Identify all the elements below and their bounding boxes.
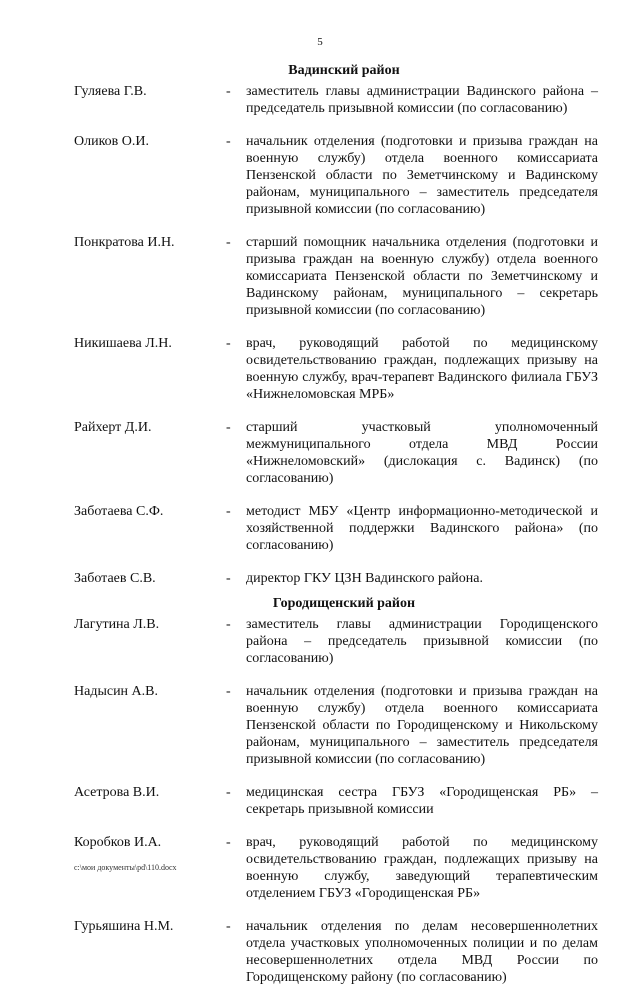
list-item [74, 918, 598, 986]
member-role: заместитель главы администрации Городищенского района – председатель призывной комиссии (по согласованию) [246, 617, 598, 666]
member-name: Никишаева Л.Н. [74, 336, 172, 351]
dash: - [226, 919, 231, 934]
member-role: старший участковый уполномоченный межмуниципального отдела МВД России «Нижнеломовский» (дислокация с. Вадинск) (по согласованию) [246, 420, 598, 486]
member-name: Заботаев С.В. [74, 571, 156, 586]
dash: - [226, 617, 231, 632]
dash: - [226, 835, 231, 850]
member-role: врач, руководящий работой по медицинскому освидетельствованию граждан, подлежащих призыву на военную службу, заведующий терапевтическим отделением ГБУЗ «Городищенская РБ» [246, 835, 598, 901]
member-name: Заботаева С.Ф. [74, 504, 164, 519]
dash: - [226, 684, 231, 699]
document-body [74, 62, 598, 1002]
list-item [74, 503, 598, 554]
member-name: Оликов О.И. [74, 134, 150, 149]
member-role: старший помощник начальника отделения (подготовки и призыва граждан на военную службу) отдела военного комиссариата Пензенской области по Земетчинскому и Вадинскому районам, муниципального – секретарь призывной комиссии (по согласованию) [246, 235, 598, 318]
dash: - [226, 235, 231, 250]
member-name: Гуляева Г.В. [74, 84, 147, 99]
list-item [74, 784, 598, 818]
member-name: Понкратова И.Н. [74, 235, 175, 250]
member-name: Райхерт Д.И. [74, 420, 152, 435]
member-role: врач, руководящий работой по медицинскому освидетельствованию граждан, подлежащих призыву на военную службу, врач-терапевт Вадинского филиала ГБУЗ «Нижнеломовская МРБ» [246, 336, 598, 402]
dash: - [226, 785, 231, 800]
member-name: Лагутина Л.В. [74, 617, 160, 632]
member-role: начальник отделения по делам несовершеннолетних отдела участковых уполномоченных полиции и по делам несовершеннолетних отдела МВД России по Городищенскому району (по согласованию) [246, 919, 598, 985]
list-item [74, 683, 598, 768]
list-item [74, 133, 598, 218]
dash: - [226, 504, 231, 519]
dash: - [226, 84, 231, 99]
member-name: Коробков И.А. [74, 835, 162, 850]
member-role: директор ГКУ ЦЗН Вадинского района. [246, 571, 483, 586]
list-item [74, 335, 598, 403]
list-item [74, 570, 598, 587]
member-role: медицинская сестра ГБУЗ «Городищенская РБ» – секретарь призывной комиссии [246, 785, 598, 817]
member-name: Надысин А.В. [74, 684, 158, 699]
dash: - [226, 420, 231, 435]
dash: - [226, 571, 231, 586]
member-role: начальник отделения (подготовки и призыва граждан на военную службу) отдела военного комиссариата Пензенской области по Земетчинскому и Вадинскому районам, муниципального – заместитель председателя призывной комиссии (по согласованию) [246, 134, 598, 217]
member-role: заместитель главы администрации Вадинского района – председатель призывной комиссии (по согласованию) [246, 84, 598, 116]
member-role: начальник отделения (подготовки и призыва граждан на военную службу) отдела военного комиссариата Пензенской области по Городищенскому и Никольскому районам, муниципального – заместитель председателя призывной комиссии (по согласованию) [246, 684, 598, 767]
dash: - [226, 336, 231, 351]
dash: - [226, 134, 231, 149]
list-item [74, 83, 598, 117]
list-item [74, 234, 598, 319]
member-name: Гурьяшина Н.М. [74, 919, 174, 934]
member-role: методист МБУ «Центр информационно-методической и хозяйственной поддержки Вадинского района» (по согласованию) [246, 504, 598, 553]
page-number: 5 [317, 36, 323, 48]
list-item [74, 616, 598, 667]
section-heading: Городищенский район [272, 596, 416, 611]
list-item [74, 419, 598, 487]
member-name: Асетрова В.И. [74, 785, 160, 800]
file-path-footer: c:\мои документы\pd\110.docx [74, 863, 177, 872]
section-heading: Вадинский район [288, 63, 400, 78]
